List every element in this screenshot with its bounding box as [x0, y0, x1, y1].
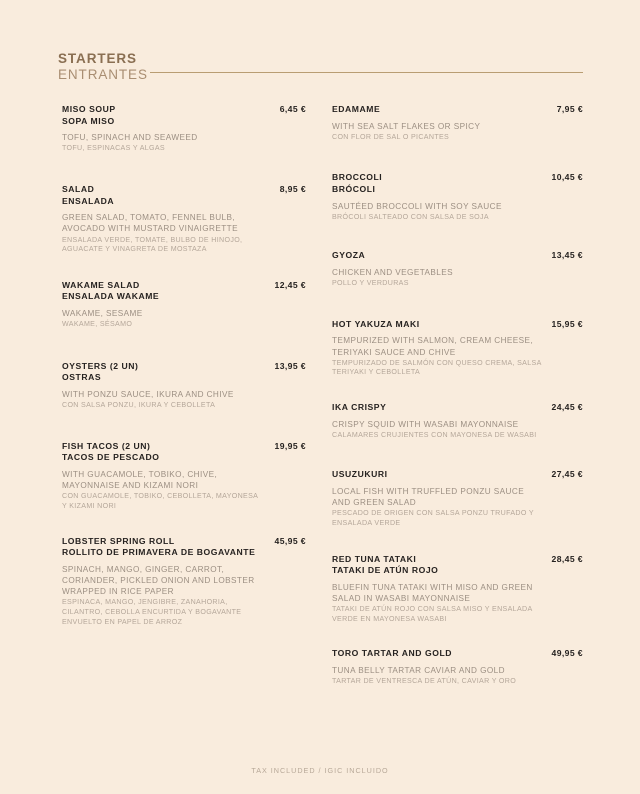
menu-item-description-english: [62, 308, 306, 319]
description-line: WAKAME, SESAME: [62, 308, 143, 318]
section-title-spanish: ENTRANTES: [58, 67, 148, 82]
menu-item-header: [332, 319, 583, 331]
menu-item-header: [332, 648, 583, 660]
menu-item-name-spanish: OSTRAS: [62, 372, 102, 383]
menu-item-name-english: RED TUNA TATAKI: [332, 553, 417, 564]
menu-item-names: [332, 402, 394, 414]
menu-item-names: [332, 648, 460, 660]
menu-item-description-spanish: [62, 144, 306, 154]
menu-item: [62, 441, 306, 512]
menu-item-description-spanish: [62, 320, 306, 330]
menu-item-header: [332, 172, 583, 195]
description-line: TOFU, SPINACH AND SEAWEED: [62, 133, 198, 143]
menu-item-name-spanish: TATAKI DE ATÚN ROJO: [332, 565, 439, 576]
menu-item-price: 19,95 €: [274, 440, 306, 451]
description-line: POLLO Y VERDURAS: [332, 279, 409, 288]
menu-item-name-spanish: BRÓCOLI: [332, 183, 376, 194]
menu-item: [332, 319, 583, 378]
menu-item-description-spanish: [62, 492, 306, 511]
menu-item-description-english: [332, 419, 583, 430]
description-line: WRAPPED IN RICE PAPER: [62, 587, 174, 597]
menu-item-header: [332, 402, 583, 414]
description-line: WITH SEA SALT FLAKES OR SPICY: [332, 121, 481, 131]
menu-item-name-english: BROCCOLI: [332, 172, 383, 183]
section-heading-group: [58, 52, 150, 82]
description-line: CON GUACAMOLE, TOBIKO, CEBOLLETA, MAYONESA: [62, 492, 259, 501]
description-line: SAUTÉED BROCCOLI WITH SOY SAUCE: [332, 201, 502, 211]
menu-item-description-spanish: [332, 279, 583, 289]
menu-item-description-spanish: [62, 598, 306, 627]
description-line: CORIANDER, PICKLED ONION AND LOBSTER: [62, 575, 255, 585]
menu-item: [332, 554, 583, 625]
menu-column-right: [332, 104, 583, 687]
menu-item-name-english: IKA CRISPY: [332, 401, 387, 412]
menu-item-description-english: [332, 582, 583, 604]
menu-item: [332, 250, 583, 288]
description-line: AGUACATE Y VINAGRETA DE MOSTAZA: [62, 245, 207, 254]
description-line: PESCADO DE ORIGEN CON SALSA PONZU TRUFADO Y: [332, 509, 534, 518]
menu-item-price: 8,95 €: [279, 183, 306, 194]
menu-item-header: [62, 536, 306, 559]
menu-item-description-spanish: [332, 133, 583, 143]
menu-item-name-english: USUZUKURI: [332, 469, 388, 480]
description-line: BLUEFIN TUNA TATAKI WITH MISO AND GREEN: [332, 582, 533, 592]
menu-item-name-english: TORO TARTAR AND GOLD: [332, 648, 453, 659]
menu-item: [62, 104, 306, 154]
description-line: TARTAR DE VENTRESCA DE ATÚN, CAVIAR Y ORO: [332, 677, 517, 686]
menu-item-name-spanish: ROLLITO DE PRIMAVERA DE BOGAVANTE: [62, 547, 256, 558]
description-line: ESPINACA, MANGO, JENGIBRE, ZANAHORIA,: [62, 598, 228, 607]
menu-item-description-english: [62, 212, 306, 234]
menu-item-description-spanish: [62, 401, 306, 411]
menu-item: [332, 469, 583, 528]
menu-item-price: 13,95 €: [274, 360, 306, 371]
description-line: ENVUELTO EN PAPEL DE ARROZ: [62, 617, 183, 626]
menu-item-description-english: [332, 201, 583, 212]
menu-item-price: 6,45 €: [279, 104, 306, 114]
description-line: GREEN SALAD, TOMATO, FENNEL BULB,: [62, 213, 236, 223]
menu-item-name-english: HOT YAKUZA MAKI: [332, 318, 420, 329]
menu-item-price: 10,45 €: [551, 172, 583, 183]
menu-item-price: 15,95 €: [551, 318, 583, 329]
menu-item: [332, 402, 583, 440]
menu-item-names: [332, 554, 446, 577]
menu-item: [332, 172, 583, 222]
menu-item-description-spanish: [332, 431, 583, 441]
menu-item-names: [332, 104, 388, 116]
menu-column-left: [62, 104, 306, 627]
menu-item: [62, 536, 306, 628]
description-line: CRISPY SQUID WITH WASABI MAYONNAISE: [332, 419, 519, 429]
menu-item-names: [332, 250, 373, 262]
description-line: TERIYAKI SAUCE AND CHIVE: [332, 347, 456, 357]
section-title-english: STARTERS: [58, 51, 137, 66]
menu-item: [62, 361, 306, 411]
menu-item-header: [62, 104, 306, 127]
menu-item-names: [62, 184, 122, 207]
description-line: MAYONNAISE AND KIZAMI NORI: [62, 481, 199, 491]
menu-item-description-english: [332, 665, 583, 676]
menu-item-description-spanish: [62, 236, 306, 255]
description-line: AVOCADO WITH MUSTARD VINAIGRETTE: [62, 224, 238, 234]
menu-item-description-spanish: [332, 605, 583, 624]
description-line: VERDE EN MAYONESA WASABI: [332, 614, 447, 623]
description-line: Y KIZAMI NORI: [62, 501, 117, 510]
footer-tax-note: TAX INCLUDED / IGIC INCLUIDO: [251, 766, 389, 775]
menu-item-price: 7,95 €: [556, 104, 583, 114]
menu-item-header: [62, 361, 306, 384]
menu-item-name-english: WAKAME SALAD: [62, 279, 140, 290]
menu-item-header: [332, 554, 583, 577]
description-line: CON FLOR DE SAL O PICANTES: [332, 132, 450, 141]
menu-item-price: 45,95 €: [274, 535, 306, 546]
description-line: SALAD IN WASABI MAYONNAISE: [332, 593, 471, 603]
menu-item-name-english: LOBSTER SPRING ROLL: [62, 535, 175, 546]
menu-item-names: [62, 441, 167, 464]
menu-item-price: 12,45 €: [274, 279, 306, 290]
description-line: WITH GUACAMOLE, TOBIKO, CHIVE,: [62, 469, 218, 479]
menu-item-names: [332, 469, 396, 481]
menu-item-name-english: GYOZA: [332, 250, 366, 261]
menu-item: [332, 648, 583, 686]
menu-item-description-english: [62, 564, 306, 598]
description-line: SPINACH, MANGO, GINGER, CARROT,: [62, 564, 225, 574]
menu-item-header: [332, 250, 583, 262]
description-line: WITH PONZU SAUCE, IKURA AND CHIVE: [62, 389, 234, 399]
menu-item-name-spanish: SOPA MISO: [62, 115, 115, 126]
menu-item-header: [332, 104, 583, 116]
description-line: LOCAL FISH WITH TRUFFLED PONZU SAUCE: [332, 486, 525, 496]
description-line: ENSALADA VERDE, TOMATE, BULBO DE HINOJO,: [62, 235, 243, 244]
description-line: ENSALADA VERDE: [332, 518, 401, 527]
description-line: AND GREEN SALAD: [332, 498, 417, 508]
section-header: [58, 52, 583, 88]
description-line: TOFU, ESPINACAS Y ALGAS: [62, 144, 165, 153]
menu-item-description-spanish: [332, 359, 583, 378]
menu-item-description-english: [62, 469, 306, 491]
menu-item-names: [62, 361, 146, 384]
menu-item-names: [332, 319, 428, 331]
description-line: TUNA BELLY TARTAR CAVIAR AND GOLD: [332, 665, 505, 675]
description-line: CHICKEN AND VEGETABLES: [332, 267, 454, 277]
description-line: CON SALSA PONZU, IKURA Y CEBOLLETA: [62, 401, 216, 410]
menu-item-price: 27,45 €: [551, 469, 583, 480]
menu-item-description-spanish: [332, 213, 583, 223]
menu-item-description-english: [332, 267, 583, 278]
description-line: TEMPURIZADO DE SALMÓN CON QUESO CREMA, SALSA: [332, 358, 542, 367]
menu-item-names: [62, 104, 124, 127]
menu-item-names: [62, 280, 167, 303]
menu-item-price: 49,95 €: [551, 648, 583, 659]
description-line: TATAKI DE ATÚN ROJO CON SALSA MISO Y ENSALADA: [332, 605, 533, 614]
menu-item-header: [62, 441, 306, 464]
menu-item-description-english: [332, 486, 583, 508]
menu-item-name-spanish: ENSALADA WAKAME: [62, 291, 160, 302]
menu-item-name-english: SALAD: [62, 183, 95, 194]
menu-item: [62, 184, 306, 255]
menu-item-names: [332, 172, 390, 195]
description-line: BRÓCOLI SALTEADO CON SALSA DE SOJA: [332, 212, 489, 221]
menu-item: [332, 104, 583, 142]
description-line: TERIYAKI Y CEBOLLETA: [332, 368, 421, 377]
menu-item-header: [62, 184, 306, 207]
menu-item-description-english: [62, 389, 306, 400]
description-line: CALAMARES CRUJIENTES CON MAYONESA DE WASABI: [332, 430, 537, 439]
menu-item-name-english: FISH TACOS (2 UN): [62, 440, 151, 451]
description-line: CILANTRO, CEBOLLA ENCURTIDA Y BOGAVANTE: [62, 607, 242, 616]
section-divider-rule: [150, 72, 583, 73]
menu-item-description-spanish: [332, 509, 583, 528]
description-line: WAKAME, SÉSAMO: [62, 320, 133, 329]
menu-item-description-english: [332, 121, 583, 132]
menu-item-description-spanish: [332, 677, 583, 687]
menu-item-price: 13,45 €: [551, 250, 583, 261]
menu-item-name-english: EDAMAME: [332, 104, 381, 114]
menu-item-name-english: MISO SOUP: [62, 104, 116, 114]
menu-item-names: [62, 536, 263, 559]
menu-item-price: 28,45 €: [551, 553, 583, 564]
menu-item-price: 24,45 €: [551, 401, 583, 412]
description-line: TEMPURIZED WITH SALMON, CREAM CHEESE,: [332, 336, 534, 346]
menu-item-header: [332, 469, 583, 481]
menu-item-description-english: [62, 132, 306, 143]
menu-item-name-english: OYSTERS (2 UN): [62, 360, 139, 371]
menu-item-name-spanish: TACOS DE PESCADO: [62, 452, 160, 463]
menu-item-name-spanish: ENSALADA: [62, 195, 115, 206]
menu-item: [62, 280, 306, 330]
menu-item-header: [62, 280, 306, 303]
menu-item-description-english: [332, 335, 583, 357]
